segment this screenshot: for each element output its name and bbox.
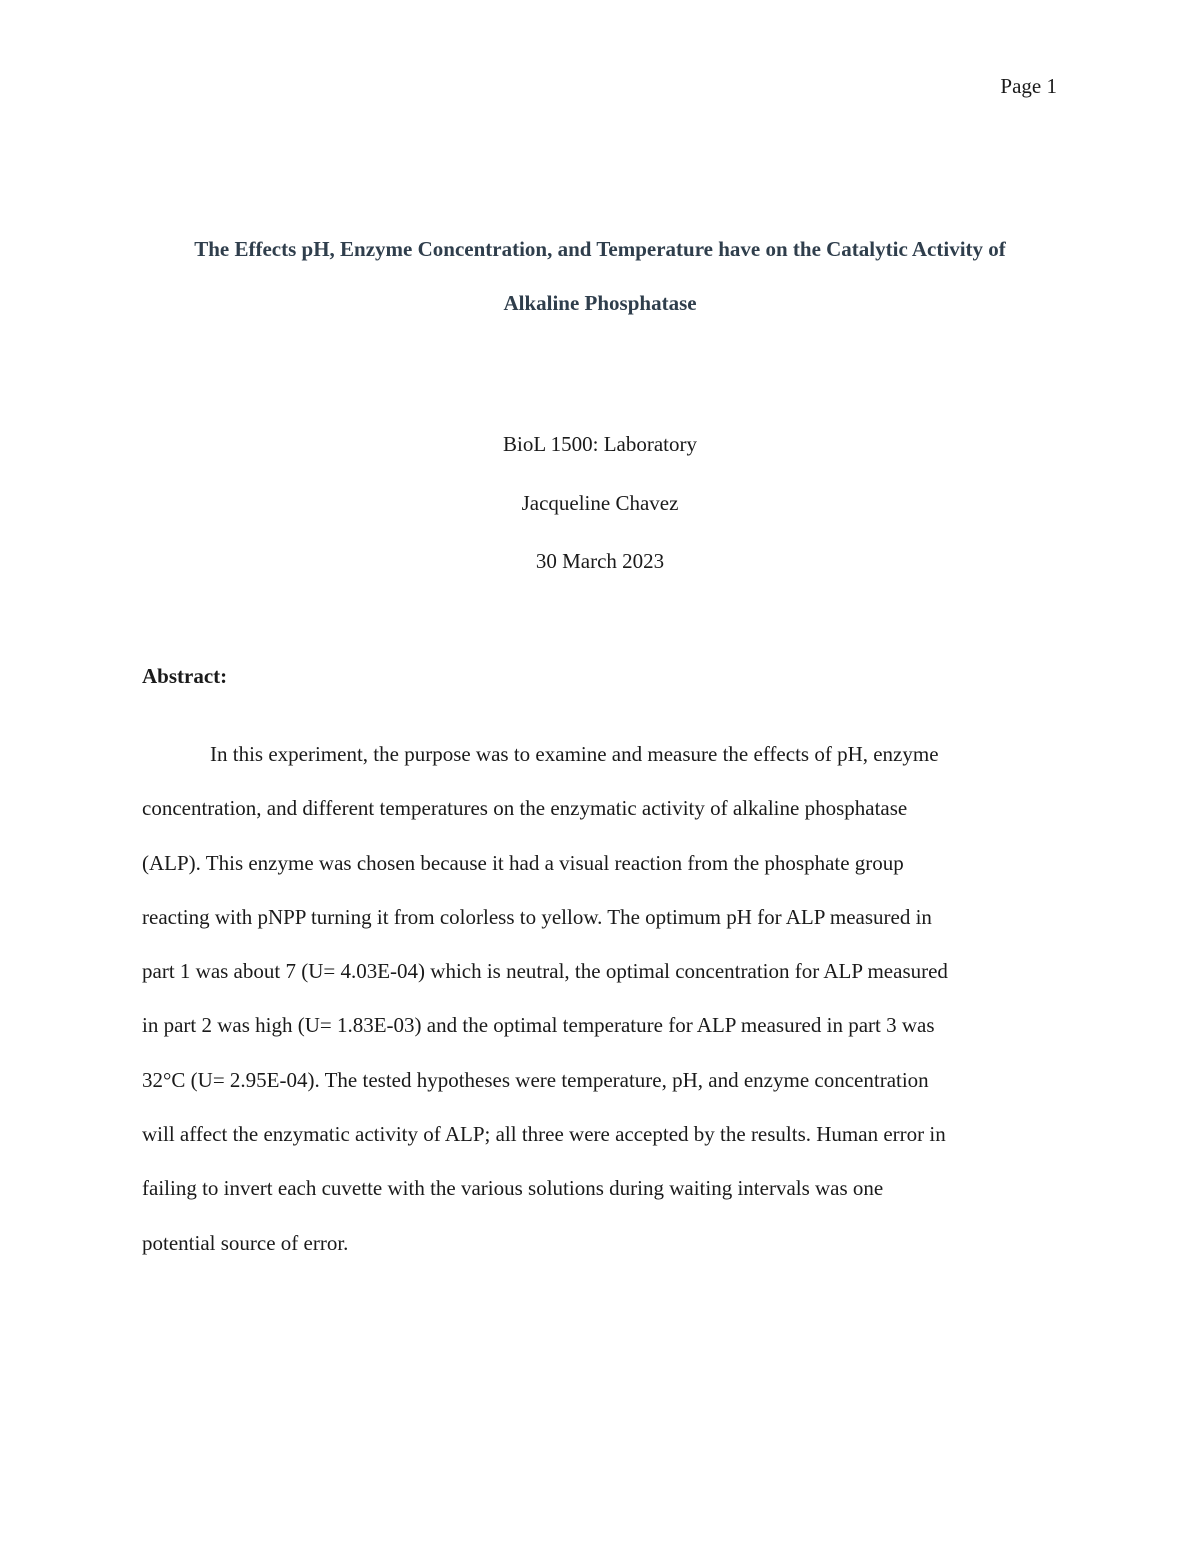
abstract-line: concentration, and different temperatures on the enzymatic activity of alkaline phosphatase — [142, 796, 908, 821]
title-line-1: The Effects pH, Enzyme Concentration, and Temperature have on the Catalytic Activity of — [194, 237, 1006, 261]
course-name: BioL 1500: Laboratory — [502, 432, 697, 456]
document-title — [120, 222, 1080, 330]
abstract-line: will affect the enzymatic activity of ALP; all three were accepted by the results. Human error in — [142, 1122, 946, 1147]
abstract-line: In this experiment, the purpose was to examine and measure the effects of pH, enzyme — [210, 742, 939, 766]
abstract-body — [142, 727, 1058, 1270]
page-number: Page 1 — [1000, 74, 1057, 98]
document-date: 30 March 2023 — [535, 549, 665, 573]
abstract-line: failing to invert each cuvette with the various solutions during waiting intervals was one — [142, 1176, 884, 1201]
title-page-meta — [120, 415, 1080, 591]
title-line-2: Alkaline Phosphatase — [503, 291, 697, 315]
abstract-heading: Abstract: — [142, 664, 228, 688]
abstract-line: (ALP). This enzyme was chosen because it had a visual reaction from the phosphate group — [142, 850, 904, 875]
abstract-line: in part 2 was high (U= 1.83E-03) and the optimal temperature for ALP measured in part 3 was — [142, 1013, 935, 1038]
abstract-line: 32°C (U= 2.95E-04). The tested hypotheses were temperature, pH, and enzyme concentration — [142, 1067, 929, 1092]
author-name: Jacqueline Chavez — [521, 490, 679, 515]
abstract-line: part 1 was about 7 (U= 4.03E-04) which is neutral, the optimal concentration for ALP measured — [142, 959, 948, 984]
abstract-line: potential source of error. — [142, 1230, 349, 1255]
abstract-line: reacting with pNPP turning it from colorless to yellow. The optimum pH for ALP measured in — [142, 904, 932, 929]
